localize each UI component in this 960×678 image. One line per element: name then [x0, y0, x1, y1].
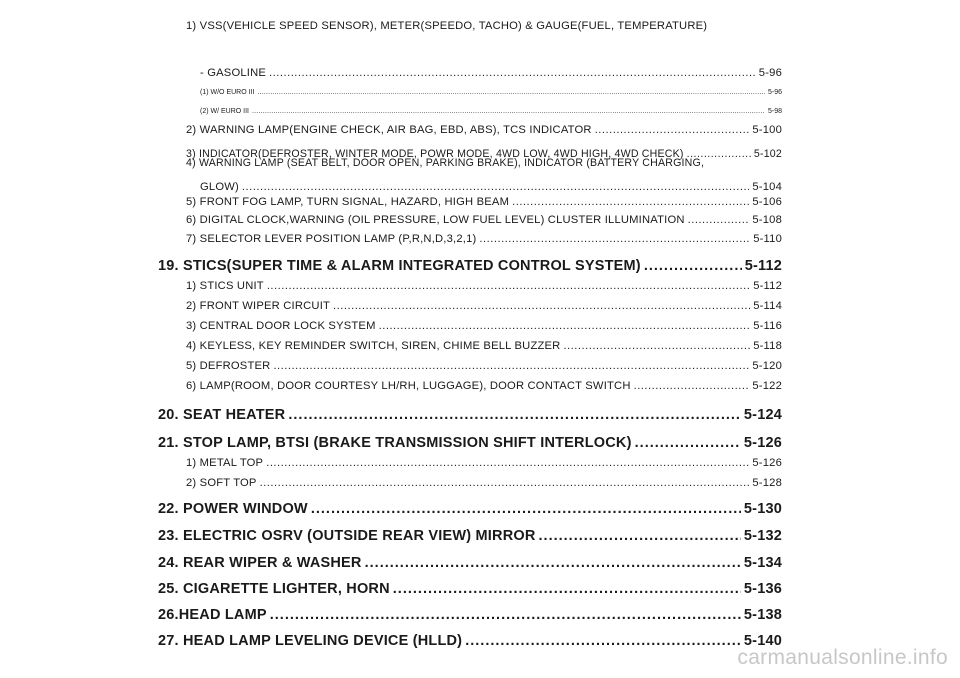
toc-section-20-seat-heater[interactable]: 20. SEAT HEATER ..... 5-124 [158, 407, 782, 423]
toc-entry-front-fog-lamp[interactable]: 5) FRONT FOG LAMP, TURN SIGNAL, HAZARD, HIGH BEAM ..... 5-106 [186, 196, 782, 208]
toc-entry-vss: 1) VSS(VEHICLE SPEED SENSOR), METER(SPEEDO, TACHO) & GAUGE(FUEL, TEMPERATURE) [186, 20, 708, 32]
toc-section-27-hlld[interactable]: 27. HEAD LAMP LEVELING DEVICE (HLLD) ..... 5-140 [158, 633, 782, 649]
toc-entry-w-euro3[interactable]: (2) W/ EURO III ..... 5-98 [200, 108, 782, 115]
toc-entry-keyless[interactable]: 4) KEYLESS, KEY REMINDER SWITCH, SIREN, CHIME BELL BUZZER ..... 5-118 [186, 340, 782, 352]
toc-entry-digital-clock[interactable]: 6) DIGITAL CLOCK,WARNING (OIL PRESSURE, LOW FUEL LEVEL) CLUSTER ILLUMINATION ..... 5-108 [186, 214, 782, 226]
watermark: carmanualsonline.info [737, 646, 948, 669]
toc-entry-metal-top[interactable]: 1) METAL TOP ..... 5-126 [186, 457, 782, 469]
toc-entry-front-wiper[interactable]: 2) FRONT WIPER CIRCUIT ..... 5-114 [186, 300, 782, 312]
toc-entry-stics-unit[interactable]: 1) STICS UNIT ..... 5-112 [186, 280, 782, 292]
toc-section-26-head-lamp[interactable]: 26.HEAD LAMP ..... 5-138 [158, 607, 782, 623]
toc-entry-glow[interactable]: GLOW) ..... 5-104 [200, 181, 782, 193]
toc-entry-warning-lamp-seatbelt: 4) WARNING LAMP (SEAT BELT, DOOR OPEN, PARKING BRAKE), INDICATOR (BATTERY CHARGING, [186, 157, 705, 169]
toc-entry-soft-top[interactable]: 2) SOFT TOP ..... 5-128 [186, 477, 782, 489]
toc-entry-wo-euro3[interactable]: (1) W/O EURO III ..... 5-96 [200, 89, 782, 96]
toc-entry-indicator-defroster[interactable]: 3) INDICATOR(DEFROSTER, WINTER MODE, POWR MODE, 4WD LOW, 4WD HIGH, 4WD CHECK) ..... 5-102 [186, 148, 782, 160]
toc-section-22-power-window[interactable]: 22. POWER WINDOW ..... 5-130 [158, 501, 782, 517]
toc-section-25-cigarette-lighter[interactable]: 25. CIGARETTE LIGHTER, HORN ..... 5-136 [158, 581, 782, 597]
toc-section-23-electric-osrv[interactable]: 23. ELECTRIC OSRV (OUTSIDE REAR VIEW) MIRROR ..... 5-132 [158, 528, 782, 544]
toc-entry-selector-lever[interactable]: 7) SELECTOR LEVER POSITION LAMP (P,R,N,D,3,2,1) ..... 5-110 [186, 233, 782, 245]
toc-entry-lamp-room[interactable]: 6) LAMP(ROOM, DOOR COURTESY LH/RH, LUGGAGE), DOOR CONTACT SWITCH ..... 5-122 [186, 380, 782, 392]
toc-entry-warning-lamp-engine[interactable]: 2) WARNING LAMP(ENGINE CHECK, AIR BAG, EBD, ABS), TCS INDICATOR ..... 5-100 [186, 124, 782, 136]
toc-entry-central-door-lock[interactable]: 3) CENTRAL DOOR LOCK SYSTEM ..... 5-116 [186, 320, 782, 332]
toc-section-24-rear-wiper[interactable]: 24. REAR WIPER & WASHER ..... 5-134 [158, 555, 782, 571]
toc-entry-gasoline[interactable]: - GASOLINE ..... 5-96 [200, 67, 782, 79]
toc-section-19-stics[interactable]: 19. STICS(SUPER TIME & ALARM INTEGRATED CONTROL SYSTEM) ..... 5-112 [158, 258, 782, 274]
toc-section-21-stop-lamp[interactable]: 21. STOP LAMP, BTSI (BRAKE TRANSMISSION SHIFT INTERLOCK) ..... 5-126 [158, 435, 782, 451]
toc-entry-defroster[interactable]: 5) DEFROSTER ..... 5-120 [186, 360, 782, 372]
